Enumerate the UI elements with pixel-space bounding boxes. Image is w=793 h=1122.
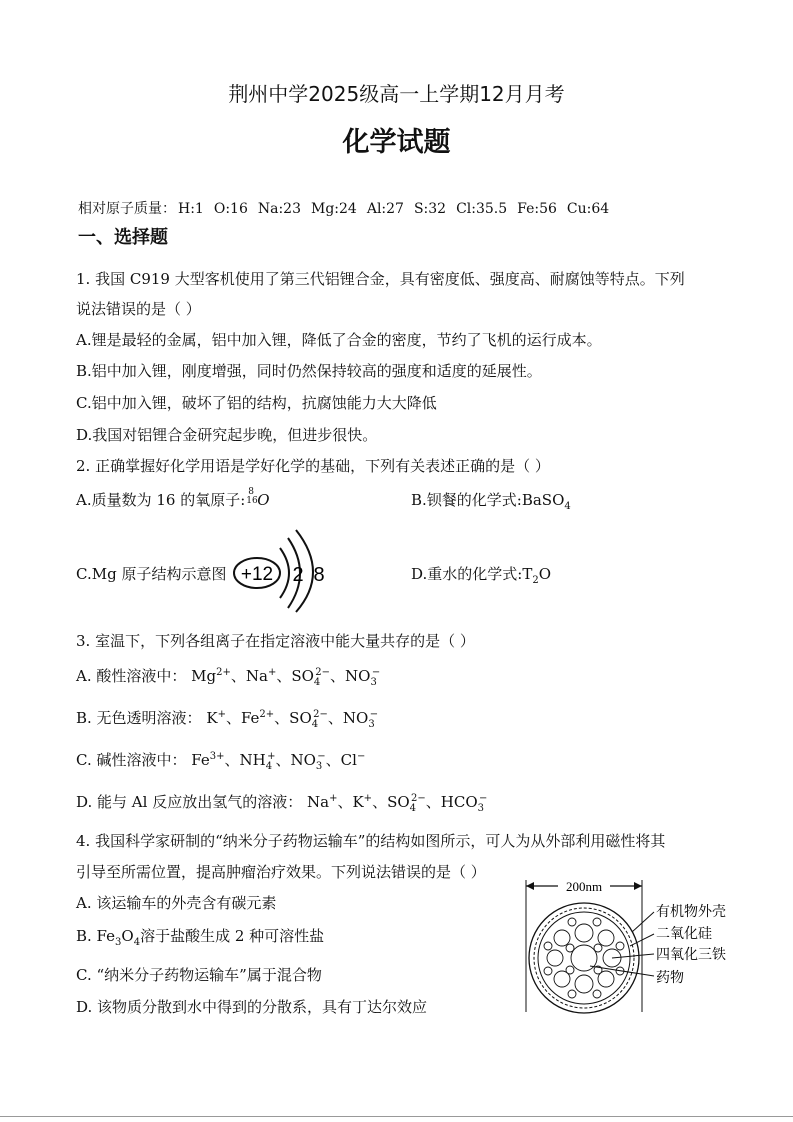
shell-electrons-2: 8	[313, 564, 325, 586]
mass-item: O:16	[213, 201, 248, 217]
q2-option-d-sub: 2	[532, 575, 539, 586]
q4-option-b-pre: B. Fe	[76, 927, 116, 945]
oxygen-mass-number: 16	[246, 496, 258, 506]
q1-stem-line2: 说法错误的是（ ）	[76, 300, 201, 318]
q4-option-b	[76, 925, 324, 948]
q3-option-a-ions: $Mg^{2+}$、Na+、$SO_4^{2-}$、$NO_3^-$	[191, 667, 381, 688]
oxygen-atomic-number: 8	[248, 487, 255, 497]
q3-option-b-label: B. 无色透明溶液：	[76, 709, 202, 727]
atomic-masses	[78, 198, 619, 218]
exam-subtitle: 化学试题	[342, 127, 451, 158]
q1-option-b: B.铝中加入锂，刚度增强，同时仍然保持较高的强度和适度的延展性。	[76, 362, 542, 380]
label-magnetite: 四氧化三铁	[656, 947, 726, 963]
q2-option-a-text: A.质量数为 16 的氧原子:	[76, 491, 246, 509]
q4-stem-line2: 引导至所需位置，提高肿瘤治疗效果。下列说法错误的是（ ）	[76, 863, 486, 881]
q1-stem-line1: 1. 我国 C919 大型客机使用了第三代铝锂合金，具有密度低、强度高、耐腐蚀等特点。下列	[76, 270, 685, 288]
q1-option-c: C.铝中加入锂，破坏了铝的结构，抗腐蚀能力大大降低	[76, 394, 437, 412]
scale-arrow-left	[526, 882, 534, 890]
mass-item: Cl:35.5	[456, 201, 508, 217]
q2-option-b-text: B.钡餐的化学式:BaSO	[411, 491, 565, 509]
nano-carrier-figure	[520, 876, 770, 1016]
label-drug: 药物	[656, 970, 684, 986]
q2-stem: 2. 正确掌握好化学用语是学好化学的基础，下列有关表述正确的是（ ）	[76, 457, 550, 475]
mg-atom-diagram	[230, 528, 340, 614]
q3-option-c-label: C. 碱性溶液中：	[76, 751, 187, 769]
mass-item: Mg:24	[311, 201, 357, 217]
mass-item: S:32	[413, 201, 447, 217]
q3-option-b-ions: K+、$Fe^{2+}$、$SO_4^{2-}$、$NO_3^-$	[206, 709, 379, 730]
q3-option-d-ions: Na+、K+、$SO_4^{2-}$、$HCO_3^-$	[306, 793, 488, 814]
mass-item: Cu:64	[566, 201, 610, 217]
page-bottom-rule	[0, 1116, 793, 1117]
label-silica: 二氧化硅	[656, 926, 712, 942]
q4-option-b-sub2: 4	[133, 937, 141, 948]
scale-arrow-right	[634, 882, 642, 890]
mass-item: Na:23	[257, 201, 301, 217]
q4-option-b-post: 溶于盐酸生成 2 种可溶性盐	[140, 927, 325, 945]
q2-option-b	[411, 489, 571, 512]
q4-option-d: D. 该物质分散到水中得到的分散系，具有丁达尔效应	[76, 998, 428, 1016]
q3-option-d	[76, 791, 487, 814]
q2-option-a	[76, 489, 270, 510]
q3-option-a-label: A. 酸性溶液中：	[76, 667, 187, 685]
q2-option-c: C.Mg 原子结构示意图	[76, 565, 227, 583]
q4-option-b-sub1: 3	[115, 937, 122, 948]
q3-option-d-label: D. 能与 Al 反应放出氢气的溶液：	[76, 793, 303, 811]
oxygen-symbol: O	[257, 491, 270, 509]
q2-option-d-tail: O	[538, 565, 552, 583]
nucleus-charge: +12	[240, 564, 274, 585]
mass-item: Al:27	[366, 201, 404, 217]
exam-title: 荆州中学2025级高一上学期12月月考	[228, 82, 565, 106]
q4-option-c: C. “纳米分子药物运输车”属于混合物	[76, 966, 322, 984]
q3-stem: 3. 室温下，下列各组离子在指定溶液中能大量共存的是（ ）	[76, 632, 475, 650]
section-heading: 一、选择题	[78, 227, 168, 248]
q2-option-d	[411, 563, 551, 586]
q1-option-d: D.我国对铝锂合金研究起步晚，但进步很快。	[76, 426, 378, 444]
label-organic-shell: 有机物外壳	[656, 904, 726, 920]
q4-option-b-mid: O	[121, 927, 134, 945]
q3-option-c	[76, 749, 365, 772]
q4-option-a: A. 该运输车的外壳含有碳元素	[76, 894, 277, 912]
q3-option-a	[76, 665, 380, 688]
mass-item: Fe:56	[517, 201, 557, 217]
shell-electrons-1: 2	[292, 564, 304, 586]
q3-option-c-ions: $Fe^{3+}$、$NH_4^+$、$NO_3^-$、Cl−	[191, 751, 366, 772]
shell-arc-1	[280, 548, 289, 598]
q1-option-a: A.锂是最轻的金属，铝中加入锂，降低了合金的密度，节约了飞机的运行成本。	[76, 331, 602, 349]
masses-label: 相对原子质量：	[78, 201, 176, 217]
q3-option-b	[76, 707, 378, 730]
q4-stem-line1: 4. 我国科学家研制的“纳米分子药物运输车”的结构如图所示，可人为从外部利用磁性将其	[76, 832, 666, 850]
scale-label: 200nm	[565, 879, 603, 894]
q2-option-d-text: D.重水的化学式:T	[411, 565, 533, 583]
mass-item: H:1	[178, 201, 204, 217]
q2-option-b-sub: 4	[564, 501, 571, 512]
